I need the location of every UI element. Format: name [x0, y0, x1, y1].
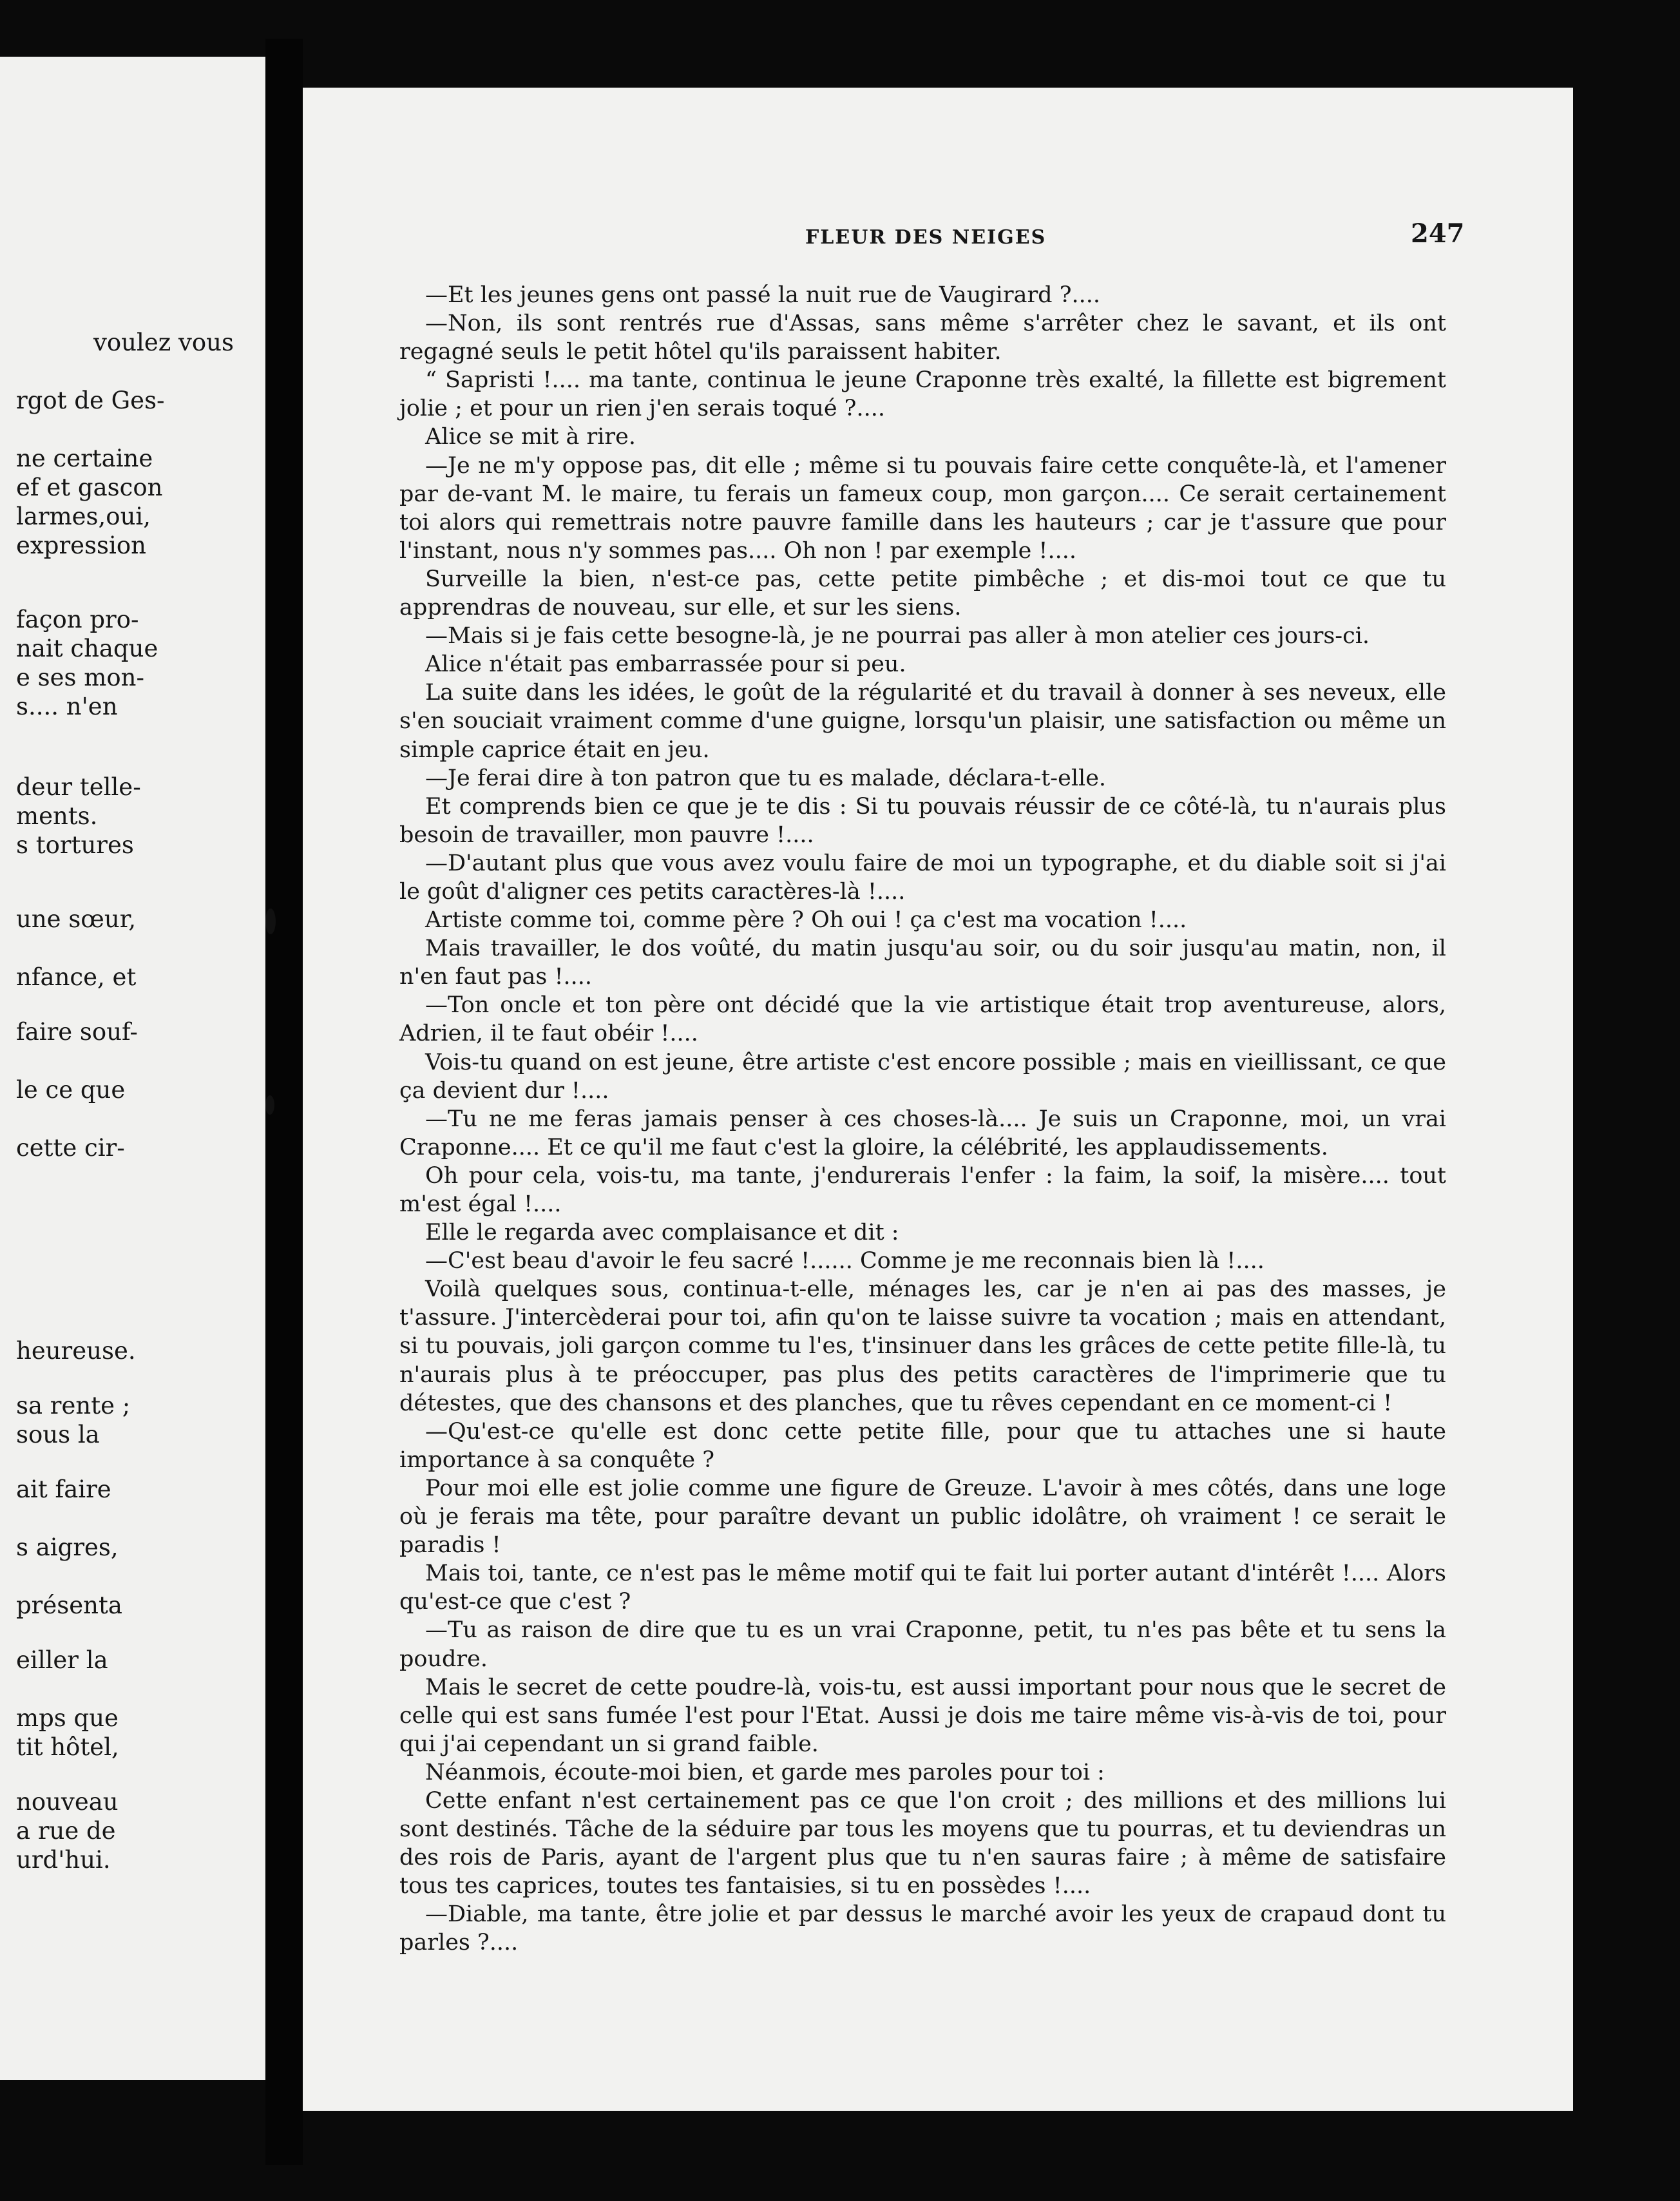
paragraph: “ Sapristi !.... ma tante, continua le jeune Craponne très exalté, la fillette est bigrement jolie ; et pour un rien j'en serais toqué ?.... [399, 367, 1446, 422]
facing-page-fragment: rgot de Ges- [16, 387, 165, 414]
facing-page-fragment: e ses mon- [16, 664, 144, 691]
paragraph: Artiste comme toi, comme père ? Oh oui ! ça c'est ma vocation !.... [425, 907, 1187, 934]
paragraph: Surveille la bien, n'est-ce pas, cette petite pimbêche ; et dis-moi tout ce que tu apprendras de nouveau, sur elle, et sur les siens. [399, 566, 1446, 621]
ink-blot [265, 908, 276, 934]
facing-page-fragment: larmes,oui, [16, 503, 151, 530]
paragraph: Pour moi elle est jolie comme une figure de Greuze. L'avoir à mes côtés, dans une loge où je ferais ma tête, pour paraître devant un public idolâtre, oh vraiment ! ce serait le paradis ! [399, 1475, 1446, 1559]
paragraph: Vois-tu quand on est jeune, être artiste c'est encore possible ; mais en vieillissant, ce que ça devient dur !.... [399, 1049, 1446, 1104]
facing-page-fragment: ne certaine [16, 445, 153, 472]
facing-page-fragment: expression [16, 532, 146, 559]
paragraph: Oh pour cela, vois-tu, ma tante, j'endurerais l'enfer : la faim, la soif, la misère.... tout m'est égal !.... [399, 1162, 1446, 1217]
facing-page-fragment: voulez vous [93, 329, 234, 356]
facing-page-left [0, 57, 265, 2080]
facing-page-fragment: ait faire [16, 1475, 111, 1503]
paragraph: La suite dans les idées, le goût de la régularité et du travail à donner à ses neveux, elle s'en souciait vraiment comme d'une guigne, lorsqu'un plaisir, une satisfaction ou même un simple caprice était en jeu. [399, 680, 1446, 763]
facing-page-fragment: heureuse. [16, 1337, 136, 1365]
facing-page-fragment: faire souf- [16, 1018, 138, 1046]
paragraph: Cette enfant n'est certainement pas ce que l'on croit ; des millions et des millions lui sont destinés. Tâche de la séduire par tous les moyens que tu pourras, et tu deviendras un des rois de Paris, ayant de l'argent plus que tu n'en sauras faire ; à même de satisfaire tous tes caprices, toutes tes fantaisies, si tu en possèdes !.... [399, 1787, 1446, 1899]
book-gutter [265, 39, 303, 2165]
paragraph: —Tu as raison de dire que tu es un vrai Craponne, petit, tu n'es pas bête et tu sens la poudre. [399, 1617, 1446, 1672]
paragraph: Alice n'était pas embarrassée pour si peu. [425, 651, 906, 678]
facing-page-fragment: nait chaque [16, 635, 158, 662]
paragraph: —Je ne m'y oppose pas, dit elle ; même si tu pouvais faire cette conquête-là, et l'amener par de-vant M. le maire, tu ferais un fameux coup, mon garçon.... Ce serait certainement toi alors qui remettrais notre pauvre famille dans les hauteurs ; car je t'assure que pour l'instant, nous n'y sommes pas.... Oh non ! par exemple !.... [399, 452, 1446, 564]
paragraph: —Non, ils sont rentrés rue d'Assas, sans même s'arrêter chez le savant, et ils ont regagné seuls le petit hôtel qu'ils paraissent habiter. [399, 311, 1446, 365]
facing-page-fragment: nfance, et [16, 963, 137, 991]
paragraph: —Qu'est-ce qu'elle est donc cette petite fille, pour que tu attaches une si haute importance à sa conquête ? [399, 1418, 1446, 1473]
paragraph: Alice se mit à rire. [425, 424, 636, 450]
paragraph: Et comprends bien ce que je te dis : Si tu pouvais réussir de ce côté-là, tu n'aurais plus besoin de travailler, mon pauvre !.... [399, 793, 1446, 848]
paragraph: —Ton oncle et ton père ont décidé que la vie artistique était trop aventureuse, alors, Adrien, il te faut obéir !.... [399, 992, 1446, 1047]
paragraph: —D'autant plus que vous avez voulu faire de moi un typographe, et du diable soit si j'ai le goût d'aligner ces petits caractères-là !.... [399, 850, 1446, 905]
paragraph: Mais toi, tante, ce n'est pas le même motif qui te fait lui porter autant d'intérêt !.... Alors qu'est-ce que c'est ? [399, 1561, 1446, 1615]
paragraph: Néanmois, écoute-moi bien, et garde mes paroles pour toi : [425, 1759, 1105, 1785]
facing-page-fragment: ef et gascon [16, 474, 163, 501]
paragraph: Mais le secret de cette poudre-là, vois-tu, est aussi important pour nous que le secret de celle qui est sans fumée l'est pour l'Etat. Aussi je dois me taire même vis-à-vis de toi, pour qui j'ai cependant un si grand faible. [399, 1674, 1446, 1757]
facing-page-fragment: présenta [16, 1591, 122, 1619]
facing-page-fragment: urd'hui. [16, 1846, 111, 1874]
facing-page-fragment: s.... n'en [16, 693, 118, 720]
paragraph: —Mais si je fais cette besogne-là, je ne pourrai pas aller à mon atelier ces jours-ci. [425, 623, 1370, 649]
facing-page-fragment: ments. [16, 802, 98, 830]
paragraph: —Je ferai dire à ton patron que tu es malade, déclara-t-elle. [425, 765, 1107, 791]
page-number: 247 [1411, 218, 1465, 249]
facing-page-fragment: mps que [16, 1704, 119, 1732]
paragraph: Elle le regarda avec complaisance et dit : [425, 1220, 899, 1246]
body-text [399, 281, 1446, 1957]
paragraph: Voilà quelques sous, continua-t-elle, ménages les, car je n'en ai pas des masses, je t'assure. J'intercèderai pour toi, afin qu'on te laisse suivre ta vocation ; mais en attendant, si tu pouvais, joli garçon comme tu l'es, t'insinuer dans les grâces de cette petite fille-là, tu n'aurais plus à te préoccuper, pas plus des petits caractères de l'imprimerie que tu détestes, que des chansons et des planches, que tu rêves cependant en ce moment-ci ! [399, 1276, 1446, 1416]
facing-page-fragment: une sœur, [16, 905, 137, 933]
facing-page-fragment: s tortures [16, 831, 134, 859]
facing-page-fragment: cette cir- [16, 1134, 125, 1162]
facing-page-fragment: nouveau [16, 1788, 119, 1816]
paragraph: —Tu ne me feras jamais penser à ces choses-là.... Je suis un Craponne, moi, un vrai Craponne.... Et ce qu'il me faut c'est la gloire, la célébrité, les applaudissements. [399, 1106, 1446, 1160]
facing-page-fragment: façon pro- [16, 606, 139, 633]
paragraph: —Diable, ma tante, être jolie et par dessus le marché avoir les yeux de crapaud dont tu parles ?.... [399, 1901, 1446, 1956]
ink-blot [265, 1095, 274, 1115]
paragraph: Mais travailler, le dos voûté, du matin jusqu'au soir, ou du soir jusqu'au matin, non, il n'en faut pas !.... [399, 936, 1446, 990]
running-title: FLEUR DES NEIGES [805, 226, 1047, 249]
page-header [303, 218, 1573, 265]
facing-page-fragment: sa rente ; [16, 1392, 131, 1419]
paragraph: —Et les jeunes gens ont passé la nuit rue de Vaugirard ?.... [425, 282, 1100, 308]
facing-page-fragment: a rue de [16, 1817, 116, 1845]
facing-page-fragment: s aigres, [16, 1533, 119, 1561]
facing-page-fragment: le ce que [16, 1076, 126, 1104]
facing-page-fragment: deur telle- [16, 773, 141, 801]
paragraph: —C'est beau d'avoir le feu sacré !...... Comme je me reconnais bien là !.... [425, 1248, 1265, 1274]
facing-page-fragment: eiller la [16, 1646, 108, 1674]
facing-page-fragment: sous la [16, 1421, 100, 1448]
page-247 [303, 88, 1573, 2111]
facing-page-fragment: tit hôtel, [16, 1733, 119, 1761]
